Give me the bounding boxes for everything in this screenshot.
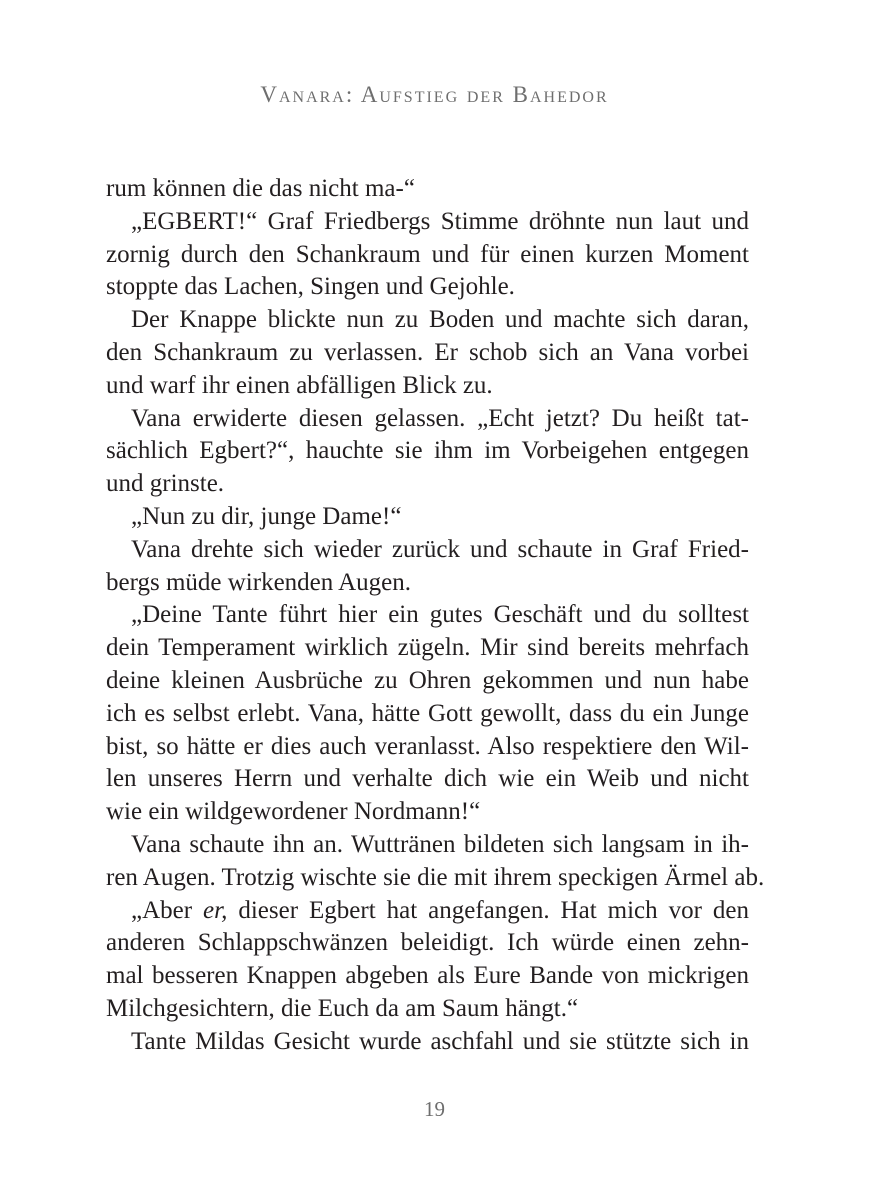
text-line: Der Knappe blickte nun zu Boden und machte sich daran, — [131, 306, 749, 334]
text-line: wie ein wildgewordener Nordmann!“ — [106, 798, 481, 826]
text-line: deine kleinen Ausbrüche zu Ohren gekommen und nun habe — [106, 666, 749, 694]
text-line: anderen Schlappschwänzen beleidigt. Ich würde einen zehn- — [106, 929, 749, 957]
text-line: sächlich Egbert?“, hauchte sie ihm im Vorbeigehen entgegen — [106, 437, 749, 465]
text-line: bergs müde wirkenden Augen. — [106, 568, 412, 596]
running-header: Vanara: Aufstieg der Bahedor — [260, 82, 609, 107]
text-line: den Schankraum zu verlassen. Er schob sich an Vana vorbei — [106, 338, 749, 366]
text-line: und grinste. — [106, 470, 225, 498]
emphasis-text: er, — [203, 896, 228, 924]
text-line: ich es selbst erlebt. Vana, hätte Gott gewollt, dass du ein Junge — [106, 699, 749, 727]
text-line: bist, so hätte er dies auch veranlasst. Also respektiere den Wil- — [106, 732, 749, 760]
text-line: Vana schaute ihn an. Wuttränen bildeten sich langsam in ih- — [131, 830, 749, 858]
text-line: „Deine Tante führt hier ein gutes Geschäft und du solltest — [131, 601, 749, 629]
text-line: Vana erwiderte diesen gelassen. „Echt jetzt? Du heißt tat- — [131, 404, 749, 432]
text-line: Vana drehte sich wieder zurück und schaute in Graf Fried- — [131, 535, 749, 563]
text-line: und warf ihr einen abfälligen Blick zu. — [106, 371, 493, 399]
text-line — [106, 895, 749, 928]
text-line: mal besseren Knappen abgeben als Eure Bande von mickrigen — [106, 962, 749, 990]
page-number: 19 — [424, 1097, 445, 1121]
text-line: len unseres Herrn und verhalte dich wie ein Weib und nicht — [106, 765, 749, 793]
body-text — [106, 173, 765, 1059]
text-line: Milchgesichtern, die Euch da am Saum hängt.“ — [106, 994, 579, 1022]
text-run: dieser Egbert hat angefangen. Hat mich vor den — [227, 896, 749, 924]
text-line: Tante Mildas Gesicht wurde aschfahl und sie stützte sich in — [131, 1027, 749, 1055]
text-line: „EGBERT!“ Graf Friedbergs Stimme dröhnte nun laut und — [131, 207, 749, 235]
text-line: dein Temperament wirklich zügeln. Mir sind bereits mehrfach — [106, 634, 749, 662]
text-run: „Aber — [131, 896, 204, 924]
text-line: zornig durch den Schankraum und für einen kurzen Moment — [106, 240, 749, 268]
text-line: ren Augen. Trotzig wischte sie die mit ihrem speckigen Ärmel ab. — [106, 863, 765, 891]
text-line: stoppte das Lachen, Singen und Gejohle. — [106, 273, 515, 301]
text-line: rum können die das nicht ma-“ — [106, 175, 415, 202]
text-line: „Nun zu dir, junge Dame!“ — [131, 502, 402, 530]
